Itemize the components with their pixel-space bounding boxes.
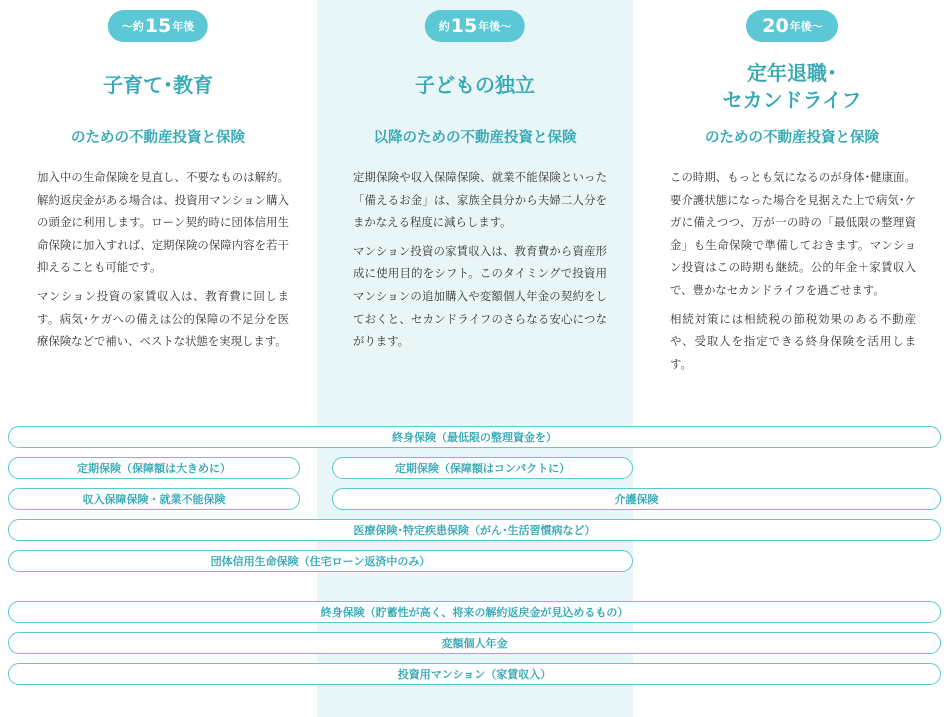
stage-subtitle: のための不動産投資と保険 (71, 130, 245, 146)
description-paragraph: 相続対策には相続税の節税効果のある不動産や、受取人を指定できる終身保険を活用します。 (670, 311, 916, 371)
bar-medical-insurance: 医療保険･特定疾患保険（がん･生活習慣病など） (8, 519, 941, 541)
stage-badge: 〜約 15 年後 (108, 10, 208, 42)
description-paragraph: 加入中の生命保険を見直し、不要なものは解約。解約返戻金がある場合は、投資用マンション購入の頭金に利用します。ローン契約時に団体信用生命保険に加入すれば、定期保険の保障内容を若干抑えることも可能です。 (37, 170, 289, 275)
bar-term-insurance-compact: 定期保険（保障額はコンパクトに） (332, 457, 633, 479)
stage-title: 子どもの独立 (415, 73, 535, 97)
bar-nursing-care-insurance: 介護保険 (332, 488, 941, 510)
bar-group-credit-life-insurance: 団体信用生命保険（住宅ローン返済中のみ） (8, 550, 633, 572)
stage-description (670, 166, 916, 381)
stage-subtitle: 以降のための不動産投資と保険 (373, 130, 577, 146)
stage-badge: 約 15 年後〜 (425, 10, 525, 42)
description-paragraph: マンション投資の家賃収入は、教育費から資産形成に使用目的をシフト。このタイミングで投資用マンションの追加購入や変額個人年金の契約をしておくと、セカンドライフのさらなる安心につながります。 (353, 243, 607, 349)
bar-term-insurance-large: 定期保険（保障額は大きめに） (8, 457, 300, 479)
stage-description (37, 166, 289, 359)
stage-column-child-independence (317, 0, 633, 410)
bar-whole-life-insurance-savings: 終身保険（貯蓄性が高く、将来の解約返戻金が見込めるもの） (8, 601, 941, 623)
stage-title: 子育て･教育 (103, 73, 213, 97)
stage-badge: 20 年後〜 (746, 10, 838, 42)
stage-column-retirement (634, 0, 950, 410)
stage-title: 定年退職･ セカンドライフ (722, 61, 862, 112)
stage-subtitle: のための不動産投資と保険 (705, 130, 879, 146)
bar-investment-condominium: 投資用マンション（家賃収入） (8, 663, 941, 685)
stage-description (353, 166, 607, 359)
description-paragraph: マンション投資の家賃収入は、教育費に回します。病気･ケガへの備えは公的保障の不足分を医療保険などで補い、ベストな状態を実現します。 (37, 288, 289, 349)
description-paragraph: 定期保険や収入保障保険、就業不能保険といった「備えるお金」は、家族全員分から夫婦二人分をまかなえる程度に減らします。 (353, 170, 607, 230)
stage-column-child-education (0, 0, 316, 410)
bar-variable-individual-annuity: 変額個人年金 (8, 632, 941, 654)
bar-whole-life-insurance-minimum: 終身保険（最低限の整理資金を） (8, 426, 941, 448)
description-paragraph: この時期、もっとも気になるのが身体･健康面。要介護状態になった場合を見据えた上で病気･ケガに備えつつ、万が一の時の「最低限の整理資金」も生命保険で準備しておきます。マンション投資はこの時期も継続。公的年金＋家賃収入で、豊かなセカンドライフを過ごせます。 (670, 170, 916, 297)
bar-income-protection-insurance: 収入保障保険・就業不能保険 (8, 488, 300, 510)
